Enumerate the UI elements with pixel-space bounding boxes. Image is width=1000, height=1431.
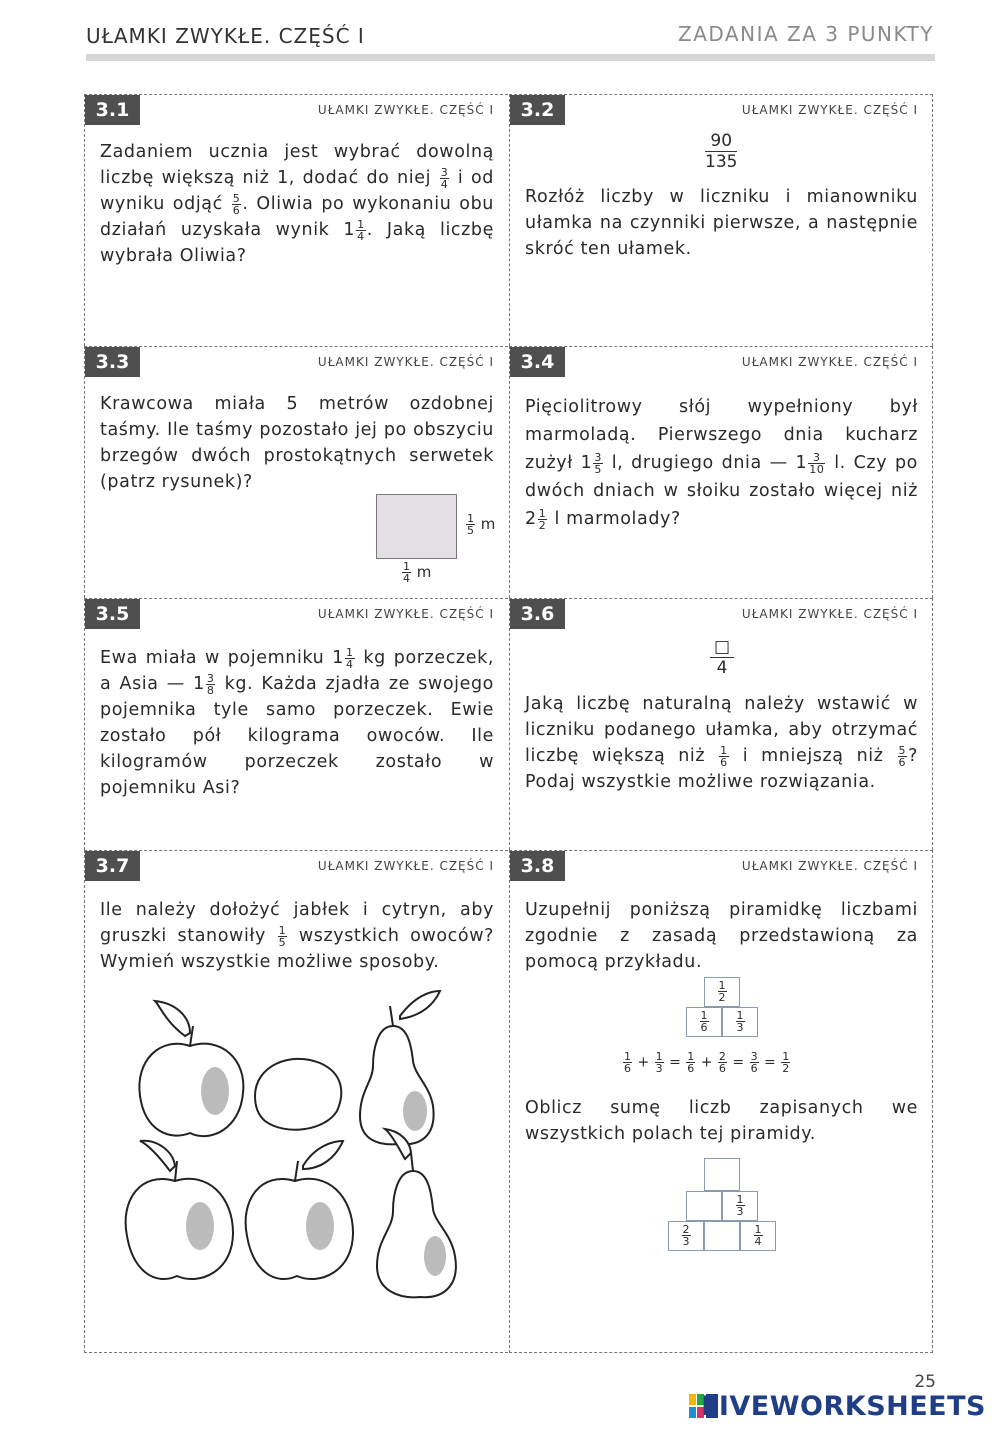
lemon-icon (255, 1059, 341, 1130)
pyramid-top-empty[interactable] (704, 1158, 740, 1191)
fraction: $\frac{1}{4}$ (345, 645, 354, 671)
fraction: $\frac{1}{4}$ (357, 217, 365, 243)
pear-icon (377, 1129, 456, 1297)
task-text: Krawcowa miała 5 metrów ozdobnej taśmy. Ile taśmy pozostało jej po obszyciu brzegów dwóch prostokątnych serwetek (patrz rysunek)? (100, 394, 494, 492)
fraction: $\frac{3}{10}$ (809, 450, 825, 476)
fraction-90-135: 90 135 (705, 131, 738, 172)
task-card-3-5 (84, 598, 508, 850)
napkin-rectangle (376, 494, 457, 559)
example-equation: $\frac{1}{6}$ + $\frac{1}{3}$ = $\frac{1}{6}$ + $\frac{2}{6}$ = $\frac{3}{6}$ = $\frac{1}{2}$ (624, 1050, 790, 1075)
task-number: 3.2 (510, 95, 565, 125)
example-pyramid-left: $\frac{1}{6}$ (686, 1007, 722, 1037)
task-tag: UŁAMKI ZWYKŁE. CZĘŚĆ I (317, 355, 494, 369)
fraction: $\frac{3}{5}$ (594, 450, 602, 476)
task-card-3-3 (84, 346, 508, 598)
page-header-section: ZADANIA ZA 3 PUNKTY (678, 22, 934, 46)
task-text: Rozłóż liczby w liczniku i mianowniku ułamka na czynniki pierwsze, a następnie skróć ten ułamek. (525, 187, 918, 259)
fraction: $\frac{1}{6}$ (720, 743, 728, 769)
apple-icon (126, 1141, 233, 1279)
page-number: 25 (914, 1372, 936, 1392)
side-length-label: $\frac{1}{5}$ m (467, 512, 496, 537)
page-header-title: UŁAMKI ZWYKŁE. CZĘŚĆ I (86, 24, 365, 48)
pyramid-bottom-right: $\frac{1}{4}$ (740, 1221, 776, 1251)
bottom-length-label: $\frac{1}{4}$ m (403, 560, 432, 585)
task-tag: UŁAMKI ZWYKŁE. CZĘŚĆ I (741, 355, 918, 369)
example-pyramid-top: $\frac{1}{2}$ (704, 977, 740, 1007)
fraction: $\frac{3}{4}$ (440, 165, 449, 191)
fraction: $\frac{1}{5}$ (278, 923, 287, 949)
task-tag: UŁAMKI ZWYKŁE. CZĘŚĆ I (317, 859, 494, 873)
task-card-3-6 (509, 598, 933, 850)
header-rule (86, 54, 935, 61)
example-pyramid-right: $\frac{1}{3}$ (722, 1007, 758, 1037)
task-tag: UŁAMKI ZWYKŁE. CZĘŚĆ I (741, 607, 918, 621)
task-text: Ewa miała w pojemniku 1 $\frac{1}{4}$ kg porzeczek, a Asia — 1 $\frac{3}{8}$ kg. Każda zjadła ze swojego pojemnika tyle samo porzeczek. Ewie zostało pół kilograma owoców. Ile kilogramów porzeczek zostało w pojemniku Asi? (100, 645, 494, 798)
task-text-2: Oblicz sumę liczb zapisanych we wszystkich polach tej piramidy. (525, 1098, 918, 1144)
task-card-3-2 (509, 94, 933, 346)
task-card-3-7 (84, 850, 508, 1353)
task-number: 3.4 (510, 347, 565, 377)
pyramid-mid-left-empty[interactable] (686, 1191, 722, 1221)
fraction: $\frac{3}{8}$ (206, 671, 215, 697)
task-card-3-4 (509, 346, 933, 598)
apple-icon (139, 1001, 243, 1136)
fraction: $\frac{5}{6}$ (898, 743, 907, 769)
task-tag: UŁAMKI ZWYKŁE. CZĘŚĆ I (741, 103, 918, 117)
task-tag: UŁAMKI ZWYKŁE. CZĘŚĆ I (741, 859, 918, 873)
task-number: 3.3 (85, 347, 140, 377)
task-card-3-8 (509, 850, 933, 1353)
task-tag: UŁAMKI ZWYKŁE. CZĘŚĆ I (317, 103, 494, 117)
task-text: Zadaniem ucznia jest wybrać dowolną liczbę większą niż 1, dodać do niej $\frac{3}{4}$ i od wyniku odjąć $\frac{5}{6}$ . Oliwia po wykonaniu obu działań uzyskała wynik 1 $\frac{1}{4}$ . Jaką liczbę wybrała Oliwia? (100, 142, 494, 266)
fraction-box-over-4: □ 4 (710, 637, 734, 678)
pear-icon (360, 991, 440, 1144)
pyramid-bottom-middle-empty[interactable] (704, 1221, 740, 1251)
task-number: 3.7 (85, 851, 140, 881)
task-number: 3.5 (85, 599, 140, 629)
task-card-3-1 (84, 94, 508, 346)
task-number: 3.1 (85, 95, 140, 125)
fraction: $\frac{1}{2}$ (538, 506, 547, 532)
task-text: Pięciolitrowy słój wypełniony był marmoladą. Pierwszego dnia kucharz zużył 1 $\frac{3}{5}$ l, drugiego dnia — 1 $\frac{3}{10}$ l. Czy po dwóch dniach w słoiku zostało więcej niż 2 $\frac{1}{2}$ l marmolady? (525, 397, 918, 532)
task-text: Uzupełnij poniższą piramidkę liczbami zgodnie z zasadą przedstawioną za pomocą przykładu. (525, 900, 918, 972)
task-number: 3.6 (510, 599, 565, 629)
apple-icon (246, 1141, 353, 1279)
task-text: Ile należy dołożyć jabłek i cytryn, aby gruszki stanowiły $\frac{1}{5}$ wszystkich owoców? Wymień wszystkie możliwe sposoby. (100, 900, 495, 972)
fruit-illustration (115, 981, 485, 1311)
task-tag: UŁAMKI ZWYKŁE. CZĘŚĆ I (317, 607, 494, 621)
pyramid-bottom-left: $\frac{2}{3}$ (668, 1221, 704, 1251)
fraction: $\frac{5}{6}$ (232, 191, 241, 217)
task-text: Jaką liczbę naturalną należy wstawić w liczniku podanego ułamka, aby otrzymać liczbę większą niż $\frac{1}{6}$ i mniejszą niż $\frac{5}{6}$ ? Podaj wszystkie możliwe rozwiązania. (525, 694, 918, 792)
task-number: 3.8 (510, 851, 565, 881)
liveworksheets-brand: LIVEWORKSHEETS (701, 1391, 986, 1422)
pyramid-mid-right: $\frac{1}{3}$ (722, 1191, 758, 1221)
